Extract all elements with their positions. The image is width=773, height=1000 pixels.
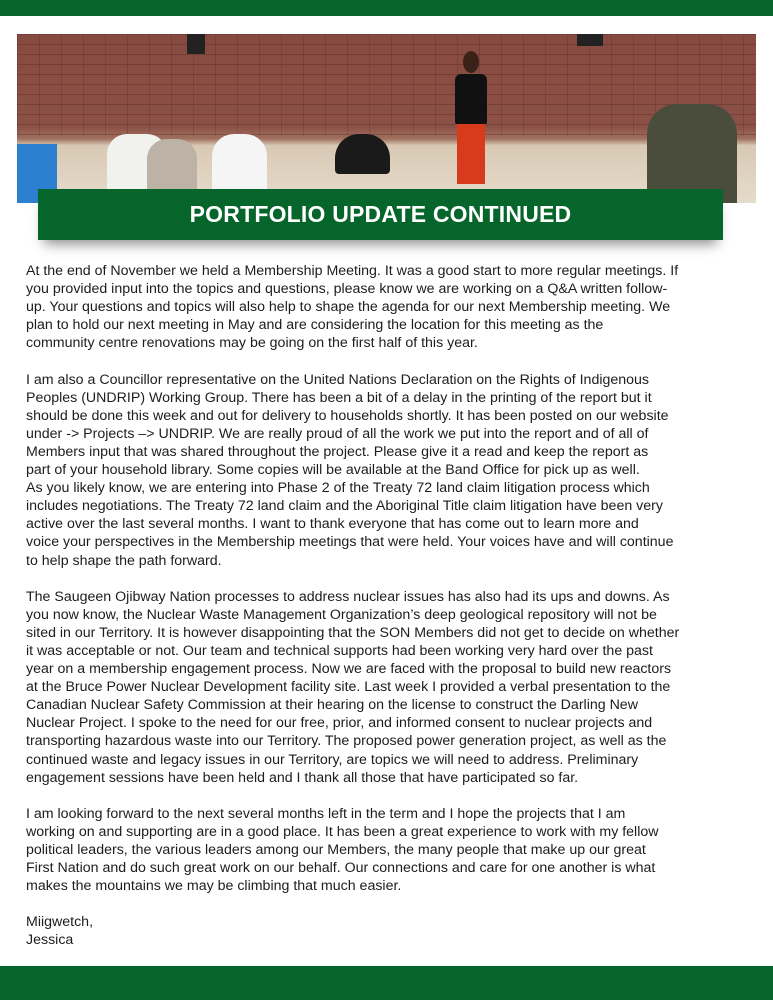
paragraph: [26, 805, 756, 895]
presenter: [455, 74, 487, 124]
text-line: I am also a Councillor representative on the United Nations Declaration on the Rights of Indigenous: [26, 371, 650, 388]
text-line: at the Bruce Power Nuclear Development facility site. Last week I provided a verbal presentation to the: [26, 679, 671, 696]
text-line: year on a membership engagement process. Now we are faced with the proposal to build new reactors: [26, 661, 672, 678]
attendee-cap: [335, 134, 390, 174]
text-line: The Saugeen Ojibway Nation processes to address nuclear issues has also had its ups and downs. As: [26, 588, 670, 605]
text-line: plan to hold our next meeting in May and are considering the location for this meeting as the: [26, 317, 604, 334]
text-line: Peoples (UNDRIP) Working Group. There has been a bit of a delay in the printing of the report but it: [26, 389, 652, 406]
text-line: Miigwetch,: [26, 914, 94, 931]
text-line: As you likely know, we are entering into Phase 2 of the Treaty 72 land claim litigation process which: [26, 480, 650, 497]
signature: [26, 913, 756, 949]
text-line: up. Your questions and topics will also help to shape the agenda for our next Membership meeting. We: [26, 299, 671, 316]
text-line: Members input that was shared throughout the project. Please give it a read and keep the report as: [26, 443, 649, 460]
brick-wall: [17, 34, 756, 135]
text-line: you now know, the Nuclear Waste Management Organization’s deep geological repository will not be: [26, 606, 657, 623]
text-line: community centre renovations may be going on the first half of this year.: [26, 335, 478, 352]
speaker-right: [577, 34, 603, 46]
section-banner: [38, 189, 723, 240]
presenter-head: [463, 51, 479, 73]
text-line: under -> Projects –> UNDRIP. We are really proud of all the work we put into the report and of all of: [26, 425, 649, 442]
text-line: voice your perspectives in the Membership meetings that were held. Your voices have and will continue: [26, 534, 674, 551]
text-line: political leaders, the various leaders among our Members, the many people that make up our great: [26, 842, 646, 858]
text-line: Nuclear Project. I spoke to the need for our free, prior, and informed consent to nuclear projects and: [26, 715, 653, 732]
text-line: makes the mountains we may be climbing that much easier.: [26, 878, 402, 895]
speaker-left: [187, 34, 205, 54]
text-line: working on and supporting are in a good place. It has been a great experience to work with my fellow: [26, 823, 659, 840]
article-body: [26, 262, 756, 968]
text-line: should be done this week and out for delivery to households shortly. It has been posted on our website: [26, 407, 669, 424]
text-line: includes negotiations. The Treaty 72 land claim and the Aboriginal Title claim litigation have been very: [26, 498, 663, 515]
text-line: active over the last several months. I want to thank everyone that has come out to learn more and: [26, 516, 639, 533]
text-line: to help shape the path forward.: [26, 552, 222, 569]
page-title: PORTFOLIO UPDATE CONTINUED: [189, 201, 572, 227]
paragraph: [26, 262, 756, 352]
text-line: engagement sessions have been held and I thank all those that have participated so far.: [26, 769, 579, 786]
text-line: you provided input into the topics and questions, please know we are working on a Q&A written follow-: [26, 281, 668, 298]
text-line: Canadian Nuclear Safety Commission at their hearing on the license to construct the Darling New: [26, 697, 638, 714]
text-line: Jessica: [26, 932, 74, 949]
text-line: part of your household library. Some copies will be available at the Band Office for pick up as well.: [26, 462, 640, 479]
text-line: continued waste and legacy issues in our Territory, are topics we will need to address. Preliminary: [26, 751, 639, 768]
paragraph: [26, 371, 756, 570]
top-green-bar: [0, 0, 773, 16]
text-line: sited in our Territory. It is however disappointing that the SON Members did not get to decide on whether: [26, 624, 680, 641]
paragraph: [26, 588, 756, 787]
text-line: transporting hazardous waste into our Territory. The proposed power generation project, as well as the: [26, 733, 667, 750]
bottom-green-bar: [0, 966, 773, 1000]
text-line: I am looking forward to the next several months left in the term and I hope the projects that I am: [26, 805, 626, 822]
text-line: First Nation and do such great work on our behalf. Our connections and care for one another is what: [26, 860, 656, 877]
text-line: it was acceptable or not. Our team and technical supports had been working very hard over the past: [26, 642, 653, 659]
presenter-skirt: [457, 124, 485, 184]
meeting-photo: [17, 34, 756, 203]
text-line: At the end of November we held a Membership Meeting. It was a good start to more regular meetings. If: [26, 263, 679, 279]
